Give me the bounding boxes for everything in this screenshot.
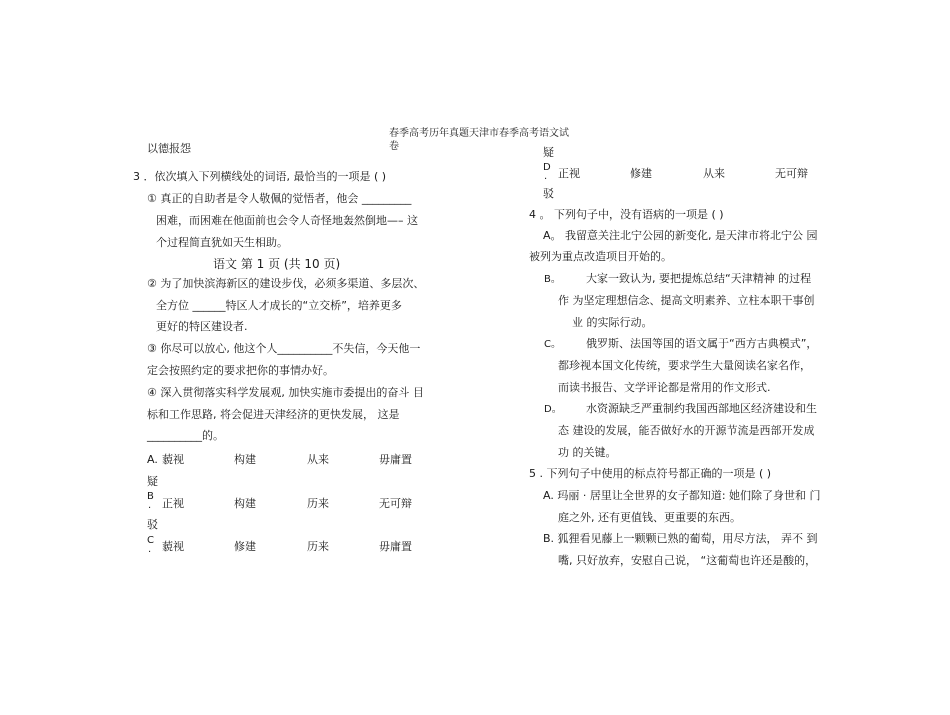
q4-stem: 4 。 下列句子中，没有语病的一项是 ( ) [529,208,724,221]
option-word: 历来 [307,540,329,553]
option-dot: · [544,174,548,185]
option-word-tail: 驳 [543,187,554,200]
q3-sentence1-line1: ① 真正的自助者是令人敬佩的觉悟者，他会 _________ [147,192,412,205]
q3-sentence1-line2: 困难，而困难在他面前也会令人奇怪地轰然倒地—– 这 [156,214,418,227]
q3-sentence4-line2: 标和工作思路, 将会促进天津经济的更快发展， 这是 [147,408,400,421]
option-word: 构建 [234,497,256,510]
option-word: 历来 [307,497,329,510]
option-letter: D [543,162,551,173]
option-word: 构建 [234,453,256,466]
option-dot: · [148,547,152,558]
q4-option-d-line2: 态 建设的发展，能否做好水的开源节流是西部开发成 [558,424,815,437]
q4-option-b-line3: 业 的实际行动。 [572,316,653,329]
option-word: 藐视 [162,540,184,553]
option-word: 从来 [307,453,329,466]
page-number-label: 语文 第 1 页 (共 10 页) [213,257,341,271]
q3-stem: 3 ．依次填入下列横线处的词语, 最恰当的一项是 ( ) [133,170,387,183]
option-word: 正视 [162,497,184,510]
q4-option-c-letter: C。 [544,339,561,350]
q5-stem: 5 . 下列句子中使用的标点符号都正确的一项是 ( ) [529,467,772,480]
document-title-line1: 春季高考历年真题天津市春季高考语文试 [389,128,569,139]
q5-option-a-line1: A. 玛丽 · 居里让全世界的女子都知道: 她们除了身世和 门 [543,489,821,502]
document-title-line2: 卷 [389,141,399,152]
q4-option-d-letter: D。 [544,404,562,415]
q3-sentence4-line3: __________的。 [147,429,224,442]
q4-option-d-line1: 水资源缺乏严重制约我国西部地区经济建设和生 [586,402,817,415]
option-letter: C [147,535,154,546]
option-letter: B [147,491,154,502]
option-word: 藐视 [162,453,184,466]
q3-sentence4-line1: ④ 深入贯彻落实科学发展观, 加快实施市委提出的奋斗 目 [147,386,424,399]
q4-option-b-line2: 作 为坚定理想信念、提高文明素养、立柱本职干事创 [558,294,815,307]
option-word: 修建 [630,167,652,180]
option-word: 修建 [234,540,256,553]
q4-option-a-line1: A。 我留意关注北宁公园的新变化, 是天津市将北宁公 园 [543,229,818,242]
q4-option-b-letter: B。 [544,274,561,285]
option-word: 毋庸置 [379,453,412,466]
option-word: 毋庸置 [379,540,412,553]
q4-option-c-line2: 都珍视本国文化传统，要求学生大量阅读名家名作， [558,359,811,372]
q4-option-a-line2: 被列为重点改造项目开始的。 [529,250,672,263]
option-dot: · [148,503,152,514]
option-word: 正视 [558,167,580,180]
right-top-tail: 疑 [543,146,554,159]
option-word-tail: 驳 [147,518,158,531]
option-word-tail: 疑 [147,475,158,488]
q3-sentence2-line2: 全方位 ______特区人才成长的“立交桥”，培养更多 [156,299,402,312]
q3-sentence2-line1: ② 为了加快滨海新区的建设步伐，必须多渠道、多层次、 [147,277,425,290]
option-word: 无可辩 [379,497,412,510]
option-word: 从来 [703,167,725,180]
option-word: 无可辩 [775,167,808,180]
q4-option-c-line3: 而读书报告、文学评论都是常用的作文形式. [558,381,771,394]
q3-sentence1-line3: 个过程简直犹如天生相助。 [156,236,288,249]
q5-option-b-line1: B. 狐狸看见藤上一颗颗已熟的葡萄，用尽方法， 弄不 到 [543,532,818,545]
left-top-fragment: 以德报怨 [147,142,191,155]
q4-option-c-line1: 俄罗斯、法国等国的语文属于“西方古典模式”， [586,337,818,350]
q3-sentence3-line2: 定会按照约定的要求把你的事情办好。 [147,364,334,377]
q4-option-d-line3: 功 的关键。 [558,446,617,459]
q3-sentence3-line1: ③ 你尽可以放心, 他这个人__________不失信，今天他一 [147,342,421,355]
q5-option-a-line2: 庭之外, 还有更值钱、更重要的东西。 [558,511,741,524]
option-letter: A. [147,453,158,466]
q5-option-b-line2: 嘴, 只好放弃，安慰自己说， “这葡萄也许还是酸的， [558,554,817,567]
q3-sentence2-line3: 更好的特区建设者. [156,320,248,333]
q4-option-b-line1: 大家一致认为, 要把提炼总结“天津精神 的过程 [586,272,812,285]
